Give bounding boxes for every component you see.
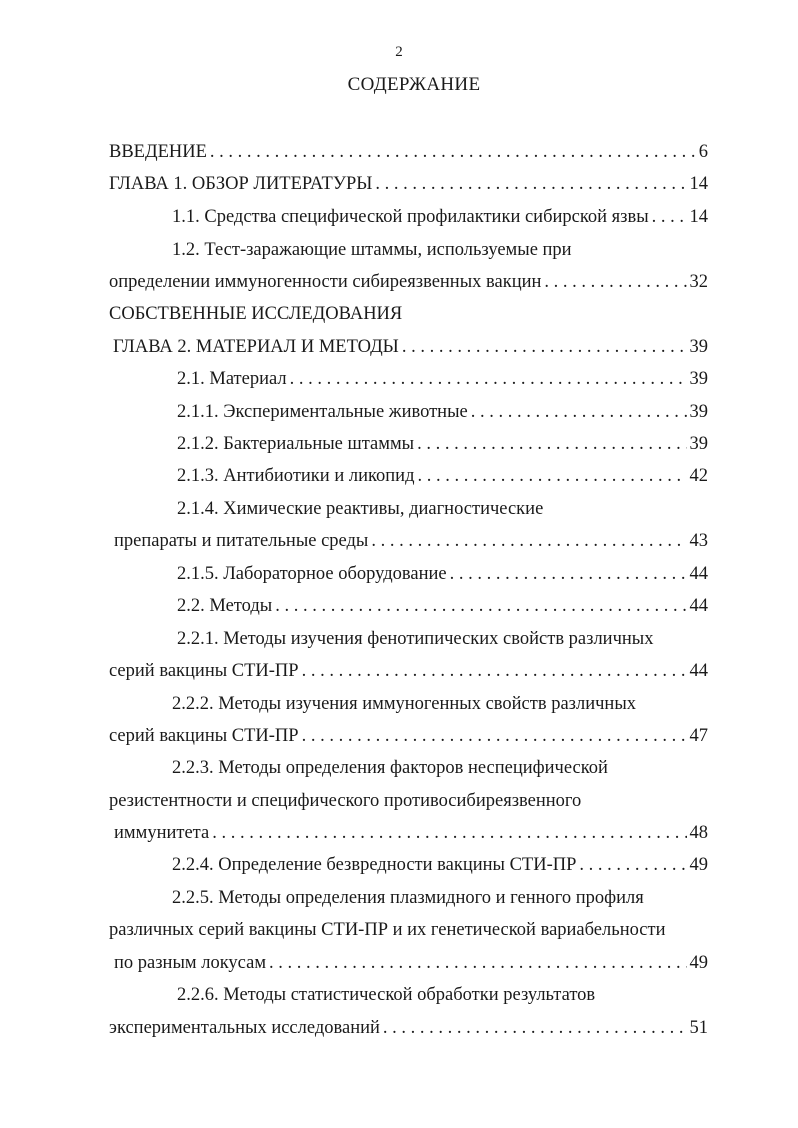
toc-entry-2-2-1[interactable] bbox=[109, 659, 708, 683]
toc-entry-2-1[interactable] bbox=[177, 367, 708, 391]
toc-entry-page: 47 bbox=[689, 726, 708, 746]
toc-entry-page: 49 bbox=[689, 953, 708, 973]
toc-entry-introduction[interactable] bbox=[109, 140, 708, 164]
toc-entry-text: 2.1.2. Бактериальные штаммы bbox=[177, 434, 415, 454]
toc-entry-2-2-6-line-1: 2.2.6. Методы статистической обработки результатов bbox=[177, 985, 596, 1005]
toc-entry-1-2-line-1: 1.2. Тест-заражающие штаммы, используемые при bbox=[172, 240, 572, 260]
toc-entry-2-1-2[interactable] bbox=[177, 432, 708, 456]
toc-entry-2-1-1[interactable] bbox=[177, 400, 708, 424]
toc-entry-2-2[interactable] bbox=[177, 594, 708, 618]
toc-entry-page: 44 bbox=[689, 661, 708, 681]
toc-entry-text: серий вакцины СТИ-ПР bbox=[109, 726, 299, 746]
toc-entry-text: 1.1. Средства специфической профилактики сибирской язвы bbox=[172, 207, 649, 227]
toc-entry-text: ВВЕДЕНИЕ bbox=[109, 142, 207, 162]
dot-leader bbox=[212, 821, 686, 845]
toc-entry-2-1-5[interactable] bbox=[177, 562, 708, 586]
dot-leader bbox=[417, 432, 686, 456]
toc-entry-2-2-4[interactable] bbox=[172, 853, 708, 877]
toc-entry-2-2-5-line-1: 2.2.5. Методы определения плазмидного и генного профиля bbox=[172, 888, 644, 908]
toc-entry-text: ГЛАВА 1. ОБЗОР ЛИТЕРАТУРЫ bbox=[109, 174, 373, 194]
dot-leader bbox=[275, 594, 686, 618]
toc-entry-page: 51 bbox=[689, 1018, 708, 1038]
dot-leader bbox=[579, 853, 686, 877]
toc-entry-page: 44 bbox=[689, 596, 708, 616]
toc-entry-text: препараты и питательные среды bbox=[114, 531, 369, 551]
dot-leader bbox=[269, 951, 686, 975]
toc-entry-2-2-5[interactable] bbox=[114, 951, 708, 975]
dot-leader bbox=[302, 724, 687, 748]
toc-entry-2-2-1-line-1: 2.2.1. Методы изучения фенотипических свойств различных bbox=[177, 629, 654, 649]
toc-entry-text: ГЛАВА 2. МАТЕРИАЛ И МЕТОДЫ bbox=[113, 337, 399, 357]
toc-entry-chapter-1[interactable] bbox=[109, 172, 708, 196]
toc-entry-2-1-4[interactable] bbox=[114, 529, 708, 553]
toc-entry-page: 39 bbox=[689, 369, 708, 389]
dot-leader bbox=[290, 367, 687, 391]
dot-leader bbox=[544, 270, 686, 294]
toc-entry-text: 2.1. Материал bbox=[177, 369, 287, 389]
toc-entry-2-2-6[interactable] bbox=[109, 1016, 708, 1040]
toc-entry-text: 2.1.1. Экспериментальные животные bbox=[177, 402, 468, 422]
toc-entry-page: 48 bbox=[689, 823, 708, 843]
dot-leader bbox=[450, 562, 687, 586]
toc-entry-page: 49 bbox=[689, 855, 708, 875]
toc-entry-text: 2.2.4. Определение безвредности вакцины СТИ-ПР bbox=[172, 855, 577, 875]
toc-entry-2-2-3[interactable] bbox=[114, 821, 708, 845]
dot-leader bbox=[417, 464, 686, 488]
toc-entry-page: 39 bbox=[689, 402, 708, 422]
toc-entry-page: 39 bbox=[689, 434, 708, 454]
toc-entry-2-2-3-line-2: резистентности и специфического противосибиреязвенного bbox=[109, 791, 582, 811]
toc-entry-1-2[interactable] bbox=[109, 270, 708, 294]
toc-entry-page: 32 bbox=[689, 272, 708, 292]
dot-leader bbox=[402, 335, 687, 359]
toc-entry-2-2-3-line-1: 2.2.3. Методы определения факторов неспецифической bbox=[172, 758, 608, 778]
dot-leader bbox=[652, 205, 687, 229]
page-number: 2 bbox=[395, 44, 403, 60]
toc-entry-2-2-5-line-2: различных серий вакцины СТИ-ПР и их генетической вариабельности bbox=[109, 920, 666, 940]
toc-entry-chapter-2[interactable] bbox=[113, 335, 708, 359]
toc-entry-text: экспериментальных исследований bbox=[109, 1018, 380, 1038]
toc-section-heading: СОБСТВЕННЫЕ ИССЛЕДОВАНИЯ bbox=[109, 304, 403, 324]
toc-entry-page: 44 bbox=[689, 564, 708, 584]
toc-entry-page: 14 bbox=[689, 174, 708, 194]
toc-entry-text: 2.2. Методы bbox=[177, 596, 273, 616]
toc-entry-page: 14 bbox=[689, 207, 708, 227]
dot-leader bbox=[371, 529, 686, 553]
toc-entry-page: 39 bbox=[689, 337, 708, 357]
toc-entry-2-1-3[interactable] bbox=[177, 464, 708, 488]
dot-leader bbox=[302, 659, 687, 683]
dot-leader bbox=[210, 140, 696, 164]
toc-entry-text: серий вакцины СТИ-ПР bbox=[109, 661, 299, 681]
toc-entry-2-1-4-line-1: 2.1.4. Химические реактивы, диагностические bbox=[177, 499, 544, 519]
toc-entry-text: иммунитета bbox=[114, 823, 210, 843]
dot-leader bbox=[383, 1016, 687, 1040]
toc-entry-text: определении иммуногенности сибиреязвенных вакцин bbox=[109, 272, 542, 292]
toc-entry-page: 42 bbox=[689, 466, 708, 486]
toc-entry-2-2-2-line-1: 2.2.2. Методы изучения иммуногенных свойств различных bbox=[172, 694, 636, 714]
dot-leader bbox=[375, 172, 686, 196]
page-title: СОДЕРЖАНИЕ bbox=[347, 74, 481, 95]
dot-leader bbox=[471, 400, 687, 424]
toc-entry-2-2-2[interactable] bbox=[109, 724, 708, 748]
toc-entry-text: 2.1.3. Антибиотики и ликопид bbox=[177, 466, 415, 486]
toc-entry-page: 6 bbox=[698, 142, 708, 162]
toc-entry-1-1[interactable] bbox=[172, 205, 708, 229]
toc-entry-text: 2.1.5. Лабораторное оборудование bbox=[177, 564, 447, 584]
toc-entry-page: 43 bbox=[689, 531, 708, 551]
toc-entry-text: по разным локусам bbox=[114, 953, 267, 973]
